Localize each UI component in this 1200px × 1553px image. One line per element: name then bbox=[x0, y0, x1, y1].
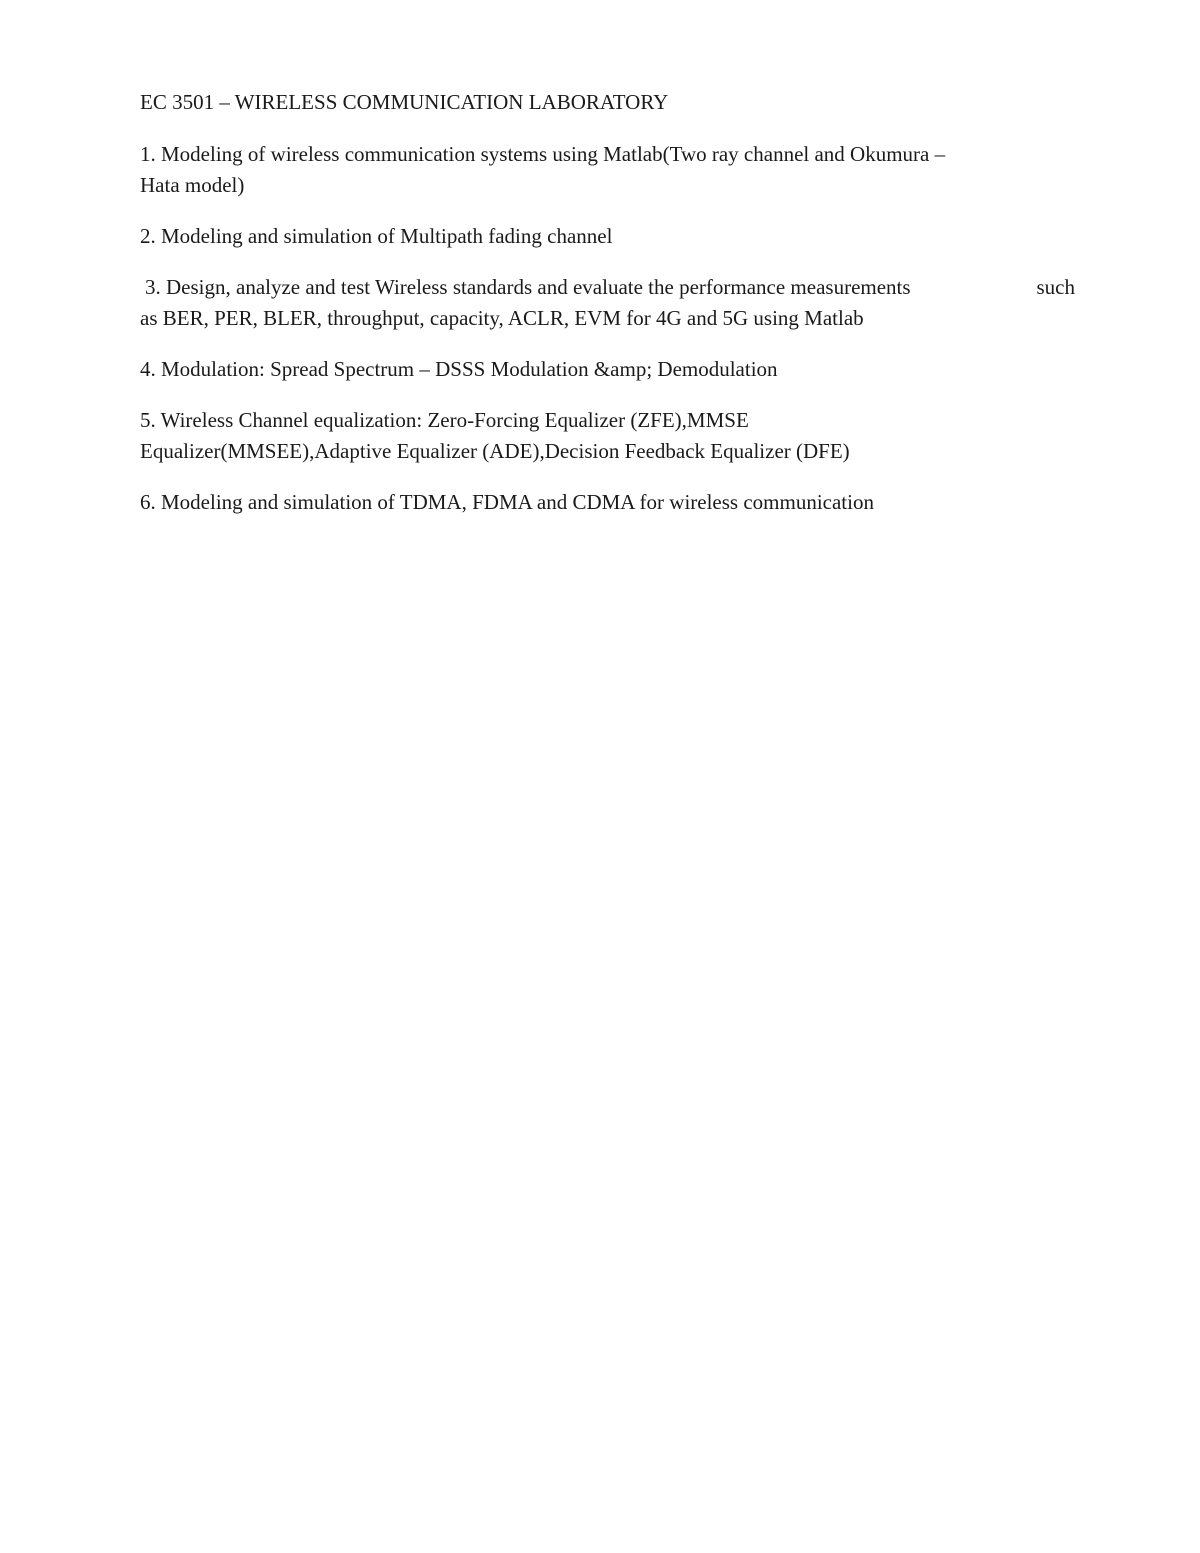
list-item-3-line-2: as BER, PER, BLER, throughput, capacity, ACLR, EVM for 4G and 5G using Matlab bbox=[140, 306, 864, 330]
list-item-4 bbox=[140, 354, 1075, 385]
list-item-3-line-1-text: 3. Design, analyze and test Wireless standards and evaluate the performance measurements bbox=[145, 275, 911, 299]
list-item-5-line-1: 5. Wireless Channel equalization: Zero-Forcing Equalizer (ZFE),MMSE bbox=[140, 408, 749, 432]
list-item-5 bbox=[140, 405, 1075, 467]
list-item-3-line-1 bbox=[140, 272, 1075, 303]
list-item-4-line-1: 4. Modulation: Spread Spectrum – DSSS Modulation &amp; Demodulation bbox=[140, 357, 778, 381]
list-item-6 bbox=[140, 487, 1075, 518]
list-item-3-line-1-end: such bbox=[1036, 275, 1075, 299]
list-item-5-line-2: Equalizer(MMSEE),Adaptive Equalizer (ADE),Decision Feedback Equalizer (DFE) bbox=[140, 439, 850, 463]
list-item-2-line-1: 2. Modeling and simulation of Multipath fading channel bbox=[140, 224, 613, 248]
list-item-1 bbox=[140, 139, 1075, 201]
document-title: EC 3501 – WIRELESS COMMUNICATION LABORATORY bbox=[140, 90, 669, 114]
list-item-3 bbox=[140, 272, 1075, 334]
document-body bbox=[140, 87, 1075, 538]
list-item-2 bbox=[140, 221, 1075, 252]
list-item-6-line-1: 6. Modeling and simulation of TDMA, FDMA and CDMA for wireless communication bbox=[140, 490, 874, 514]
list-item-1-line-2: Hata model) bbox=[140, 173, 245, 197]
list-item-1-line-1: 1. Modeling of wireless communication systems using Matlab(Two ray channel and Okumura – bbox=[140, 142, 946, 166]
